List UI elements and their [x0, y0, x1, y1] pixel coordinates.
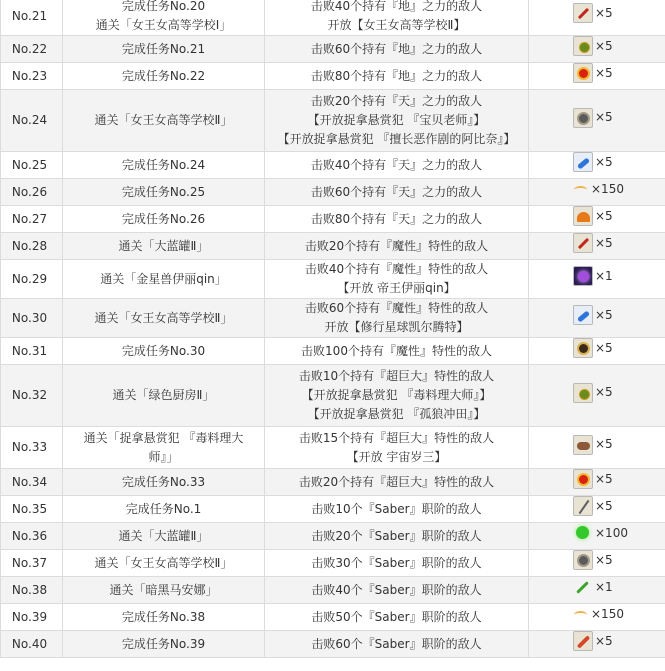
reward-quantity: ×5 — [595, 498, 613, 513]
task-line: 击败60个持有『天』之力的敌人 — [310, 184, 483, 199]
task-line: 击败20个持有『超巨大』特性的敌人 — [298, 474, 495, 489]
task-description — [265, 63, 529, 90]
mission-number: No.29 — [1, 260, 63, 299]
table-row — [1, 523, 665, 550]
flame-icon — [573, 63, 593, 83]
condition-line: 师』」 — [148, 449, 179, 464]
condition-line: 完成任务No.20 — [121, 0, 206, 13]
reward-quantity: ×5 — [595, 38, 613, 53]
reward-quantity: ×5 — [595, 307, 613, 322]
reward — [529, 36, 665, 63]
condition-line: 通关「暗黑马安娜」 — [109, 582, 218, 597]
mission-number: No.37 — [1, 550, 63, 577]
flame-icon — [573, 469, 593, 489]
table-row — [1, 496, 665, 523]
mission-number: No.33 — [1, 427, 63, 469]
reward-quantity: ×5 — [595, 385, 613, 399]
unlock-condition — [63, 179, 265, 206]
sword-icon — [573, 233, 593, 253]
reward-quantity: ×5 — [595, 552, 613, 567]
unlock-condition — [63, 206, 265, 233]
unlock-condition — [63, 550, 265, 577]
task-description — [265, 233, 529, 260]
unlock-condition — [63, 338, 265, 365]
condition-line: 完成任务No.39 — [121, 636, 206, 651]
reward-item — [573, 108, 613, 128]
reward-quantity: ×5 — [595, 471, 613, 486]
reward-item — [573, 550, 613, 570]
task-description — [265, 90, 529, 152]
reward-item — [573, 3, 613, 23]
sword-icon — [573, 3, 593, 23]
task-line: 【开放 宇宙岁三】 — [346, 449, 447, 464]
unlock-condition — [63, 90, 265, 152]
mission-number: No.39 — [1, 604, 63, 631]
unlock-condition — [63, 469, 265, 496]
reward-item — [573, 179, 624, 199]
task-description — [265, 496, 529, 523]
mission-number: No.23 — [1, 63, 63, 90]
reward-quantity: ×5 — [595, 437, 613, 451]
mission-number: No.25 — [1, 152, 63, 179]
task-line: 【开放 帝王伊丽qin】 — [337, 281, 456, 295]
table-row — [1, 365, 665, 427]
task-description — [265, 0, 529, 36]
reward-item — [573, 604, 624, 624]
task-description — [265, 577, 529, 604]
reward — [529, 63, 665, 90]
unlock-condition — [63, 233, 265, 260]
reward-quantity: ×5 — [595, 235, 613, 250]
reward-quantity: ×5 — [595, 633, 613, 648]
task-description — [265, 338, 529, 365]
reward — [529, 631, 665, 658]
unlock-condition — [63, 604, 265, 631]
reward-item — [573, 435, 613, 455]
condition-line: 通关「女王女高等学校Ⅱ」 — [94, 555, 233, 570]
condition-line: 通关「女王女高等学校Ⅱ」 — [94, 310, 233, 325]
bell-icon — [573, 36, 593, 56]
bell-icon — [573, 383, 593, 403]
orb-icon — [573, 266, 593, 286]
table-row — [1, 299, 665, 338]
reward-item — [573, 577, 613, 597]
unlock-condition — [63, 63, 265, 90]
task-description — [265, 152, 529, 179]
task-description — [265, 206, 529, 233]
reward — [529, 90, 665, 152]
task-description — [265, 36, 529, 63]
crystal-icon — [573, 152, 593, 172]
task-description — [265, 469, 529, 496]
unlock-condition — [63, 496, 265, 523]
task-description — [265, 260, 529, 299]
condition-line: 完成任务No.26 — [121, 211, 206, 226]
reward — [529, 206, 665, 233]
wheel-icon — [573, 550, 593, 570]
mission-number: No.24 — [1, 90, 63, 152]
mission-table-body — [1, 0, 665, 658]
reward-item — [573, 338, 613, 358]
mission-number: No.38 — [1, 577, 63, 604]
reward-quantity: ×5 — [595, 5, 613, 20]
mission-number: No.28 — [1, 233, 63, 260]
table-row — [1, 338, 665, 365]
table-row — [1, 90, 665, 152]
condition-line: 完成任务No.30 — [121, 343, 206, 358]
table-row — [1, 179, 665, 206]
task-line: 击败60个持有『魔性』特性的敌人 — [304, 301, 489, 315]
reward-item — [573, 305, 613, 325]
task-line: 击败20个持有『天』之力的敌人 — [310, 94, 483, 108]
unlock-condition — [63, 299, 265, 338]
mission-number: No.30 — [1, 299, 63, 338]
reward-item — [573, 469, 613, 489]
task-line: 击败40个持有『魔性』特性的敌人 — [304, 262, 489, 276]
task-line: 击败50个『Saber』职阶的敌人 — [311, 609, 482, 624]
reward-quantity: ×1 — [595, 579, 613, 594]
task-line: 击败10个『Saber』职阶的敌人 — [311, 501, 482, 516]
task-line: 击败15个持有『超巨大』特性的敌人 — [298, 430, 495, 445]
table-row — [1, 233, 665, 260]
condition-line: 通关「大蓝罐Ⅱ」 — [118, 238, 209, 253]
moon-icon — [573, 604, 589, 624]
task-line: 击败60个『Saber』职阶的敌人 — [311, 636, 482, 651]
task-line: 【开放捉拿悬赏犯 『擅长恶作剧的阿比奈』】 — [277, 132, 516, 146]
unlock-condition — [63, 631, 265, 658]
reward-quantity: ×150 — [591, 181, 624, 196]
task-line: 【开放捉拿悬赏犯 『宝贝老师』】 — [307, 113, 486, 127]
condition-line: 通关「女王女高等学校Ⅱ」 — [94, 113, 233, 127]
task-line: 击败40个『Saber』职阶的敌人 — [311, 582, 482, 597]
reward-quantity: ×5 — [595, 110, 613, 124]
reward-quantity: ×5 — [595, 208, 613, 223]
task-line: 【开放捉拿悬赏犯 『孤狼冲田』】 — [307, 407, 486, 421]
reward-item — [573, 266, 613, 286]
moon-icon — [573, 179, 589, 199]
task-line: 击败80个持有『地』之力的敌人 — [310, 68, 483, 83]
reward — [529, 338, 665, 365]
task-line: 击败60个持有『地』之力的敌人 — [310, 41, 483, 56]
condition-line: 完成任务No.38 — [121, 609, 206, 624]
reward-quantity: ×5 — [595, 340, 613, 355]
condition-line: 完成任务No.22 — [121, 68, 206, 83]
wheel-icon — [573, 108, 593, 128]
unlock-condition — [63, 36, 265, 63]
reward — [529, 152, 665, 179]
table-row — [1, 36, 665, 63]
reward — [529, 0, 665, 36]
reward — [529, 604, 665, 631]
reward-quantity: ×1 — [595, 268, 613, 283]
unlock-condition — [63, 260, 265, 299]
table-row — [1, 469, 665, 496]
table-row — [1, 152, 665, 179]
reward — [529, 260, 665, 299]
unlock-condition — [63, 0, 265, 36]
reward-item — [573, 496, 613, 516]
mission-number: No.36 — [1, 523, 63, 550]
unlock-condition — [63, 427, 265, 469]
reward-quantity: ×5 — [595, 65, 613, 80]
reward-item — [573, 36, 613, 56]
condition-line: 通关「大蓝罐Ⅱ」 — [118, 528, 209, 543]
reward-item — [573, 63, 613, 83]
condition-line: 完成任务No.21 — [121, 41, 206, 56]
table-row — [1, 577, 665, 604]
reward — [529, 550, 665, 577]
task-description — [265, 299, 529, 338]
reward — [529, 577, 665, 604]
task-line: 击败30个『Saber』职阶的敌人 — [311, 555, 482, 570]
condition-line: 完成任务No.33 — [121, 474, 206, 489]
reward-quantity: ×100 — [595, 525, 628, 540]
condition-line: 通关「捉拿悬赏犯 『毒料理大 — [83, 430, 244, 445]
table-row — [1, 206, 665, 233]
table-row — [1, 427, 665, 469]
mission-number: No.22 — [1, 36, 63, 63]
reward — [529, 233, 665, 260]
condition-line: 通关「金星兽伊丽qin」 — [100, 271, 227, 286]
task-line: 击败20个持有『魔性』特性的敌人 — [304, 238, 489, 253]
mission-number: No.35 — [1, 496, 63, 523]
crystal-icon — [573, 305, 593, 325]
task-line: 击败20个『Saber』职阶的敌人 — [311, 528, 482, 543]
task-description — [265, 179, 529, 206]
table-row — [1, 63, 665, 90]
task-line: 开放【修行星球凯尔腾特】 — [324, 320, 469, 334]
reward — [529, 365, 665, 427]
green-orb-icon — [573, 523, 593, 543]
reward — [529, 469, 665, 496]
table-row — [1, 260, 665, 299]
table-row — [1, 550, 665, 577]
task-line: 击败100个持有『魔性』特性的敌人 — [301, 343, 492, 358]
unlock-condition — [63, 577, 265, 604]
reward-item — [573, 383, 613, 403]
reward-item — [573, 631, 613, 651]
reward — [529, 299, 665, 338]
reward-quantity: ×150 — [591, 606, 624, 621]
unlock-condition — [63, 365, 265, 427]
mission-number: No.21 — [1, 0, 63, 36]
task-description — [265, 365, 529, 427]
mission-number: No.26 — [1, 179, 63, 206]
reward — [529, 179, 665, 206]
mission-number: No.31 — [1, 338, 63, 365]
reward — [529, 523, 665, 550]
task-description — [265, 523, 529, 550]
reward-item — [573, 233, 613, 253]
mission-number: No.40 — [1, 631, 63, 658]
condition-line: 完成任务No.24 — [121, 157, 206, 172]
reward-item — [573, 206, 613, 226]
condition-line: 通关「绿色厨房Ⅱ」 — [112, 388, 215, 402]
reward-item — [573, 523, 628, 543]
blade-icon — [573, 496, 593, 516]
condition-line: 完成任务No.25 — [121, 184, 206, 199]
reward-item — [573, 152, 613, 172]
task-line: 击败80个持有『天』之力的敌人 — [310, 211, 483, 226]
fan-icon — [573, 206, 593, 226]
condition-line: 完成任务No.1 — [125, 501, 202, 516]
mission-number: No.32 — [1, 365, 63, 427]
mission-number: No.27 — [1, 206, 63, 233]
condition-line: 通关「女王女高等学校Ⅰ」 — [95, 18, 232, 32]
task-description — [265, 427, 529, 469]
task-line: 【开放捉拿悬赏犯 『毒料理大师』】 — [301, 388, 492, 402]
table-row — [1, 631, 665, 658]
mask-icon — [573, 338, 593, 358]
table-row — [1, 604, 665, 631]
task-description — [265, 604, 529, 631]
task-line: 击败10个持有『超巨大』特性的敌人 — [298, 369, 495, 383]
unlock-condition — [63, 523, 265, 550]
reward — [529, 427, 665, 469]
arrow-icon — [573, 631, 593, 651]
reward — [529, 496, 665, 523]
reward-quantity: ×5 — [595, 154, 613, 169]
task-line: 击败40个持有『天』之力的敌人 — [310, 157, 483, 172]
task-line: 击败40个持有『地』之力的敌人 — [310, 0, 483, 13]
mission-number: No.34 — [1, 469, 63, 496]
task-description — [265, 631, 529, 658]
table-row — [1, 0, 665, 36]
key-icon — [573, 577, 593, 597]
unlock-condition — [63, 152, 265, 179]
meat-icon — [573, 435, 593, 455]
task-line: 开放【女王女高等学校Ⅱ】 — [327, 18, 466, 32]
task-description — [265, 550, 529, 577]
